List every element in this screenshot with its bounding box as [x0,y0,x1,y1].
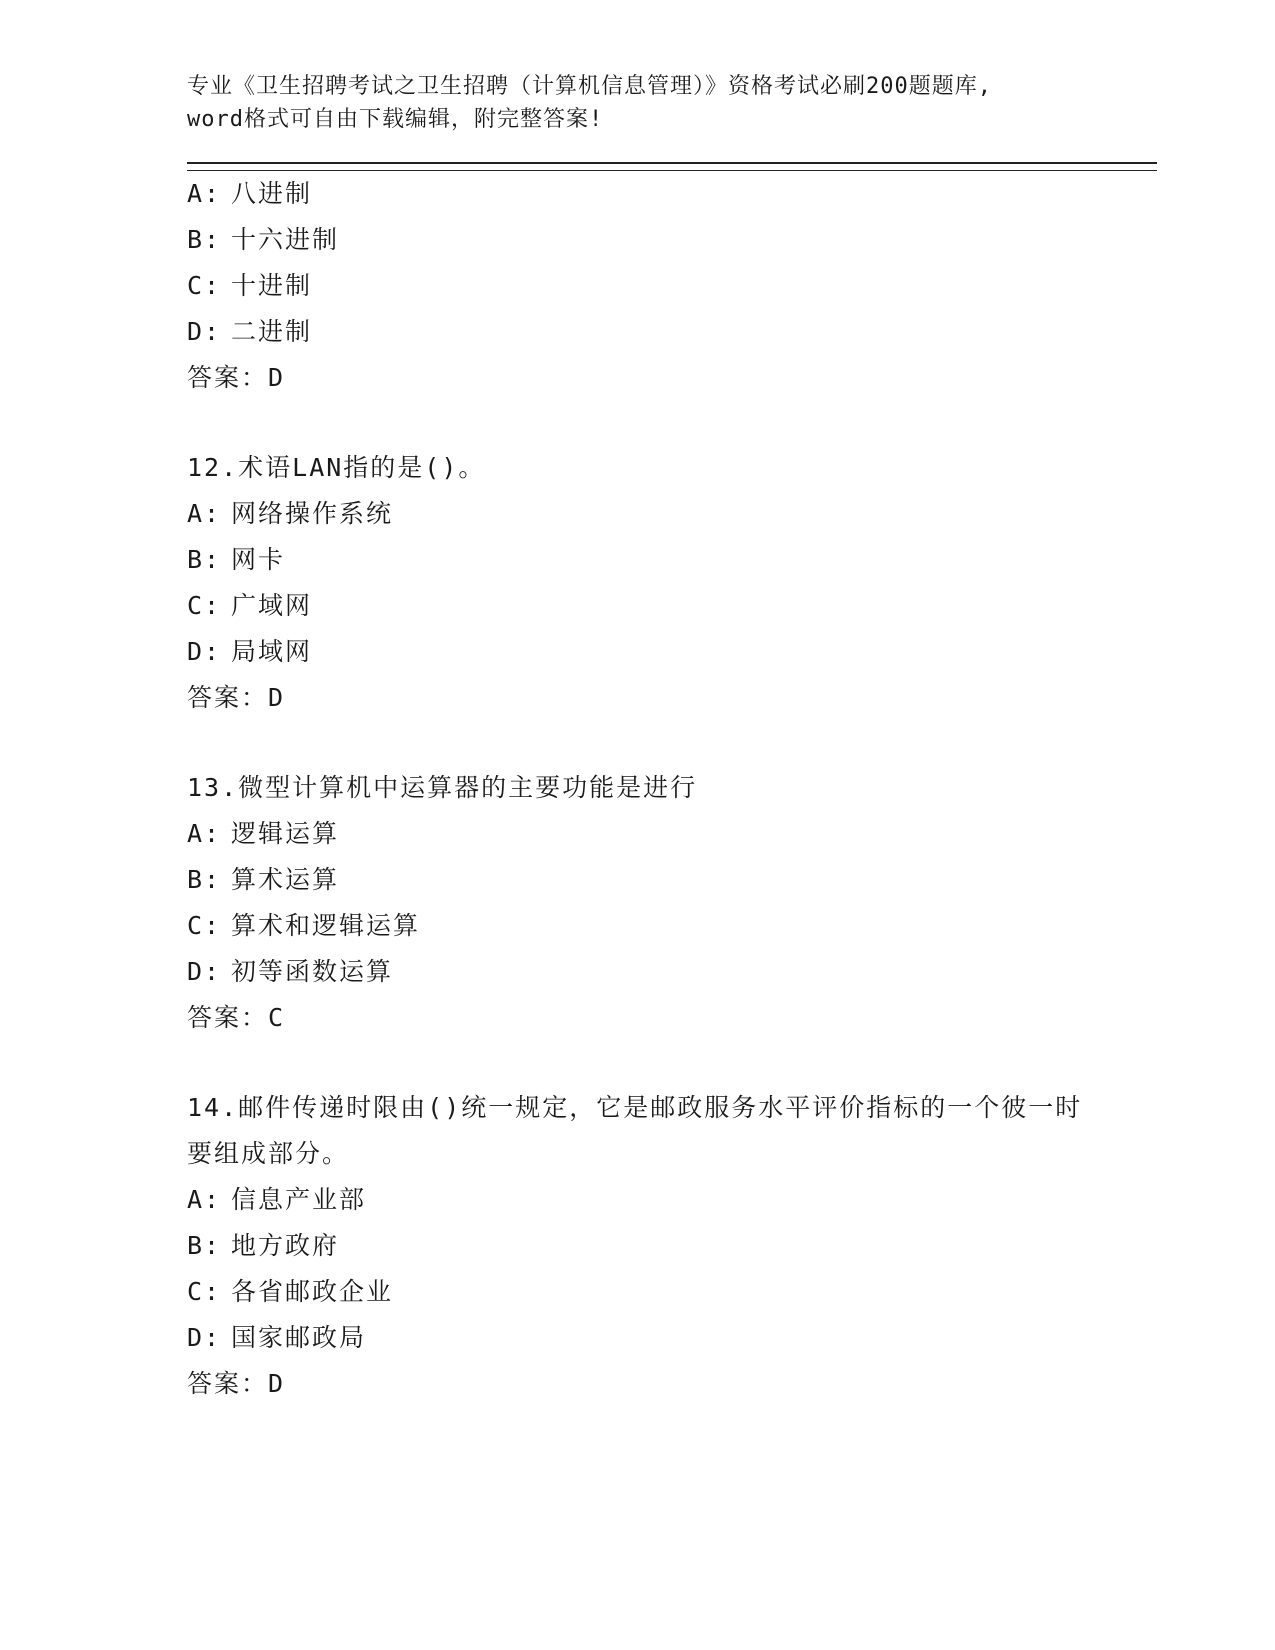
answer-line [187,355,1157,401]
option-text: 局域网 [231,637,313,666]
option-text: 网络操作系统 [231,499,394,528]
option-text: 十六进制 [231,225,340,254]
option-a [187,1177,1157,1223]
option-label: B: [187,225,222,254]
option-text: 算术和逻辑运算 [231,911,421,940]
option-d [187,1315,1157,1361]
answer-value: D [268,683,286,712]
answer-label: 答案： [187,363,269,392]
option-d [187,949,1157,995]
option-label: D: [187,1323,222,1352]
option-c [187,583,1157,629]
answer-value: C [268,1003,286,1032]
question-12 [187,445,1157,721]
option-label: B: [187,1231,222,1260]
option-label: D: [187,637,222,666]
option-c [187,903,1157,949]
option-label: D: [187,957,222,986]
option-text: 信息产业部 [231,1185,367,1214]
option-text: 初等函数运算 [231,957,394,986]
option-text: 国家邮政局 [231,1323,367,1352]
answer-line [187,995,1157,1041]
option-b [187,217,1157,263]
option-label: A: [187,1185,222,1214]
option-a [187,491,1157,537]
question-11 [187,171,1157,401]
option-label: C: [187,271,222,300]
question-text: 14.邮件传递时限由()统一规定，它是邮政服务水平评价指标的一个彼一时要组成部分。 [187,1093,1083,1168]
option-label: B: [187,865,222,894]
option-label: B: [187,545,222,574]
option-text: 二进制 [231,317,313,346]
option-label: A: [187,819,222,848]
option-label: C: [187,1277,222,1306]
header-divider [187,162,1157,171]
option-text: 逻辑运算 [231,819,340,848]
option-text: 算术运算 [231,865,340,894]
option-label: D: [187,317,222,346]
option-label: A: [187,179,222,208]
option-a [187,811,1157,857]
option-d [187,309,1157,355]
answer-line [187,1361,1157,1407]
question-14 [187,1085,1157,1407]
answer-value: D [268,363,286,392]
option-text: 广域网 [231,591,313,620]
option-text: 十进制 [231,271,313,300]
option-c [187,263,1157,309]
option-d [187,629,1157,675]
option-label: C: [187,911,222,940]
option-b [187,857,1157,903]
document-header [187,70,1157,136]
question-13 [187,765,1157,1041]
answer-label: 答案： [187,1369,269,1398]
option-b [187,537,1157,583]
option-text: 地方政府 [231,1231,340,1260]
header-line-2: word格式可自由下载编辑，附完整答案! [187,107,604,132]
option-text: 八进制 [231,179,313,208]
option-b [187,1223,1157,1269]
option-text: 网卡 [231,545,286,574]
document-page [187,70,1157,1407]
option-label: C: [187,591,222,620]
answer-value: D [268,1369,286,1398]
option-label: A: [187,499,222,528]
option-c [187,1269,1157,1315]
option-a [187,171,1157,217]
header-line-1: 专业《卫生招聘考试之卫生招聘（计算机信息管理）》资格考试必刷200题题库, [187,74,992,99]
answer-label: 答案： [187,1003,269,1032]
answer-label: 答案： [187,683,269,712]
option-text: 各省邮政企业 [231,1277,394,1306]
answer-line [187,675,1157,721]
question-text: 13.微型计算机中运算器的主要功能是进行 [187,773,698,802]
question-text: 12.术语LAN指的是()。 [187,453,486,482]
